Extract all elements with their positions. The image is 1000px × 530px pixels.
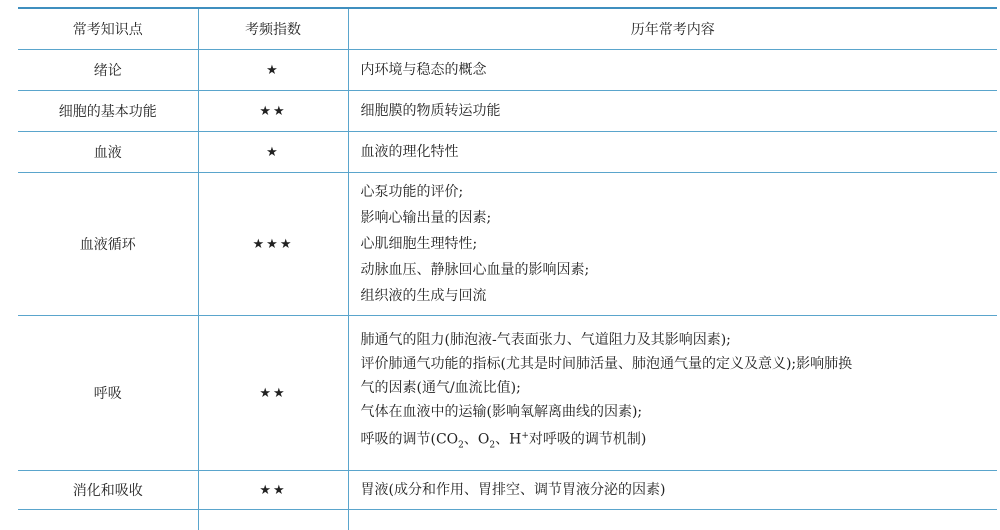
content-line: 内环境与稳态的概念 (361, 57, 990, 83)
content-line: 心肌细胞生理特性; (361, 231, 990, 257)
content-line: 心泵功能的评价; (361, 179, 990, 205)
topic-cell: 消化和吸收 (18, 471, 198, 510)
frequency-stars: ★★ (198, 471, 348, 510)
table-row (18, 132, 997, 173)
content-cell (348, 50, 997, 91)
content-line: 评价肺通气功能的指标(尤其是时间肺活量、肺泡通气量的定义及意义);影响肺换 (361, 352, 990, 376)
topic-cell: 绪论 (18, 50, 198, 91)
table-row (18, 316, 997, 471)
header-content: 历年常考内容 (348, 8, 997, 50)
header-topic: 常考知识点 (18, 8, 198, 50)
content-line: 影响心输出量的因素; (361, 205, 990, 231)
content-line: 气的因素(通气/血流比值); (361, 376, 990, 400)
topic-cell: 细胞的基本功能 (18, 91, 198, 132)
frequency-stars: ★★ (198, 91, 348, 132)
table-row (18, 471, 997, 510)
table-row (18, 91, 997, 132)
content-line: 气体在血液中的运输(影响氧解离曲线的因素); (361, 400, 990, 424)
content-cell (348, 91, 997, 132)
table-row-partial (18, 510, 997, 530)
content-line: 细胞膜的物质转运功能 (361, 98, 990, 124)
content-line-respiration-regulation: 呼吸的调节($CO_2$、$O_2$、H+对呼吸的调节机制) (361, 424, 990, 457)
topic-cell: 血液 (18, 132, 198, 173)
knowledge-table (18, 7, 997, 530)
frequency-stars: ★ (198, 132, 348, 173)
frequency-stars: ★★★ (198, 173, 348, 316)
empty-cell (198, 510, 348, 530)
content-line: 肺通气的阻力(肺泡液-气表面张力、气道阻力及其影响因素); (361, 328, 990, 352)
content-cell (348, 132, 997, 173)
frequency-stars: ★★ (198, 316, 348, 471)
frequency-stars: ★ (198, 50, 348, 91)
table-header-row (18, 8, 997, 50)
content-cell (348, 316, 997, 471)
content-cell (348, 471, 997, 510)
empty-cell (348, 510, 997, 530)
topic-cell: 呼吸 (18, 316, 198, 471)
content-line: 动脉血压、静脉回心血量的影响因素; (361, 257, 990, 283)
table-row (18, 50, 997, 91)
content-line: 血液的理化特性 (361, 139, 990, 165)
knowledge-table-container (18, 7, 997, 530)
empty-cell (18, 510, 198, 530)
table-row (18, 173, 997, 316)
topic-cell: 血液循环 (18, 173, 198, 316)
content-cell (348, 173, 997, 316)
content-line: 胃液(成分和作用、胃排空、调节胃液分泌的因素) (361, 477, 990, 503)
header-frequency: 考频指数 (198, 8, 348, 50)
content-line: 组织液的生成与回流 (361, 283, 990, 309)
